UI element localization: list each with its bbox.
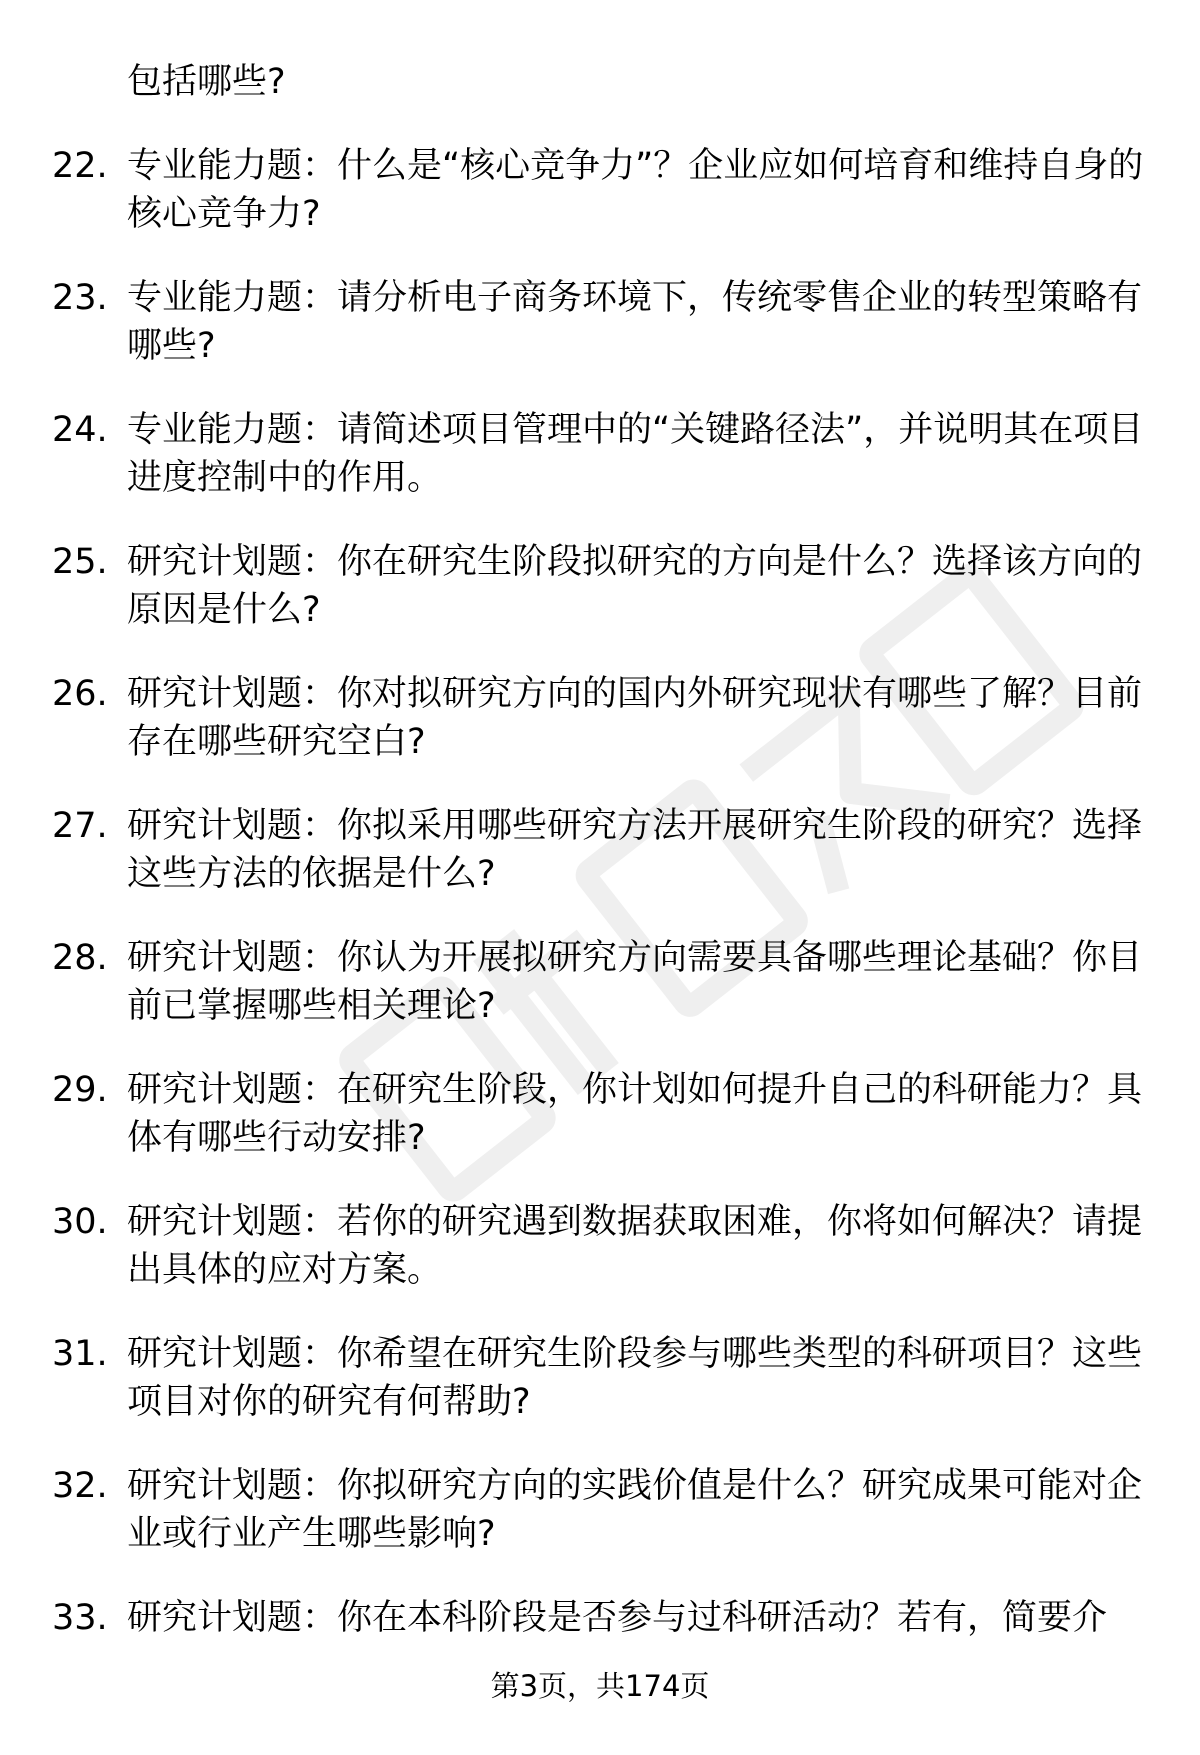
question-text: 研究计划题：在研究生阶段，你计划如何提升自己的科研能力？具体有哪些行动安排?: [127, 1070, 1143, 1158]
question-number: 33.: [52, 1598, 108, 1638]
list-item: [52, 1066, 1152, 1162]
question-text: 包括哪些?: [127, 62, 286, 102]
question-number: 30.: [52, 1202, 108, 1242]
question-list: [52, 58, 1152, 1678]
question-text: 研究计划题：你对拟研究方向的国内外研究现状有哪些了解？目前存在哪些研究空白?: [127, 674, 1143, 762]
question-text: 专业能力题：什么是“核心竞争力”？企业应如何培育和维持自身的核心竞争力?: [127, 146, 1144, 234]
question-number: 32.: [52, 1466, 108, 1506]
question-text: 研究计划题：你希望在研究生阶段参与哪些类型的科研项目？这些项目对你的研究有何帮助?: [127, 1334, 1143, 1422]
question-number: 27.: [52, 806, 108, 846]
list-item: [52, 1198, 1152, 1294]
question-text: 研究计划题：你在研究生阶段拟研究的方向是什么？选择该方向的原因是什么?: [127, 542, 1143, 630]
page-number-label: 第3页，共174页: [490, 1669, 710, 1703]
question-number: 25.: [52, 542, 108, 582]
question-text: 研究计划题：你拟研究方向的实践价值是什么？研究成果可能对企业或行业产生哪些影响?: [127, 1466, 1143, 1554]
question-number: 31.: [52, 1334, 108, 1374]
question-number: 22.: [52, 146, 108, 186]
question-number: 24.: [52, 410, 108, 450]
list-item: [52, 670, 1152, 766]
list-item: [52, 1462, 1152, 1558]
list-item: [52, 274, 1152, 370]
question-text: 专业能力题：请分析电子商务环境下，传统零售企业的转型策略有哪些?: [127, 278, 1143, 366]
question-number: 28.: [52, 938, 108, 978]
question-text: 研究计划题：你认为开展拟研究方向需要具备哪些理论基础？你目前已掌握哪些相关理论?: [127, 938, 1143, 1026]
question-text: 专业能力题：请简述项目管理中的“关键路径法”，并说明其在项目进度控制中的作用。: [127, 410, 1144, 498]
question-text: 研究计划题：若你的研究遇到数据获取困难，你将如何解决？请提出具体的应对方案。: [127, 1202, 1143, 1290]
question-number: 23.: [52, 278, 108, 318]
page-footer: [0, 1666, 1200, 1706]
list-item: [52, 142, 1152, 238]
question-text: 研究计划题：你在本科阶段是否参与过科研活动？若有，简要介: [127, 1598, 1108, 1638]
question-number: 26.: [52, 674, 108, 714]
list-item: [52, 1330, 1152, 1426]
question-number: 29.: [52, 1070, 108, 1110]
list-item: [52, 802, 1152, 898]
list-item: [52, 538, 1152, 634]
list-item: [52, 934, 1152, 1030]
question-text: 研究计划题：你拟采用哪些研究方法开展研究生阶段的研究？选择这些方法的依据是什么?: [127, 806, 1143, 894]
list-item-continuation: [52, 58, 1152, 106]
list-item: [52, 406, 1152, 502]
list-item: [52, 1594, 1152, 1642]
